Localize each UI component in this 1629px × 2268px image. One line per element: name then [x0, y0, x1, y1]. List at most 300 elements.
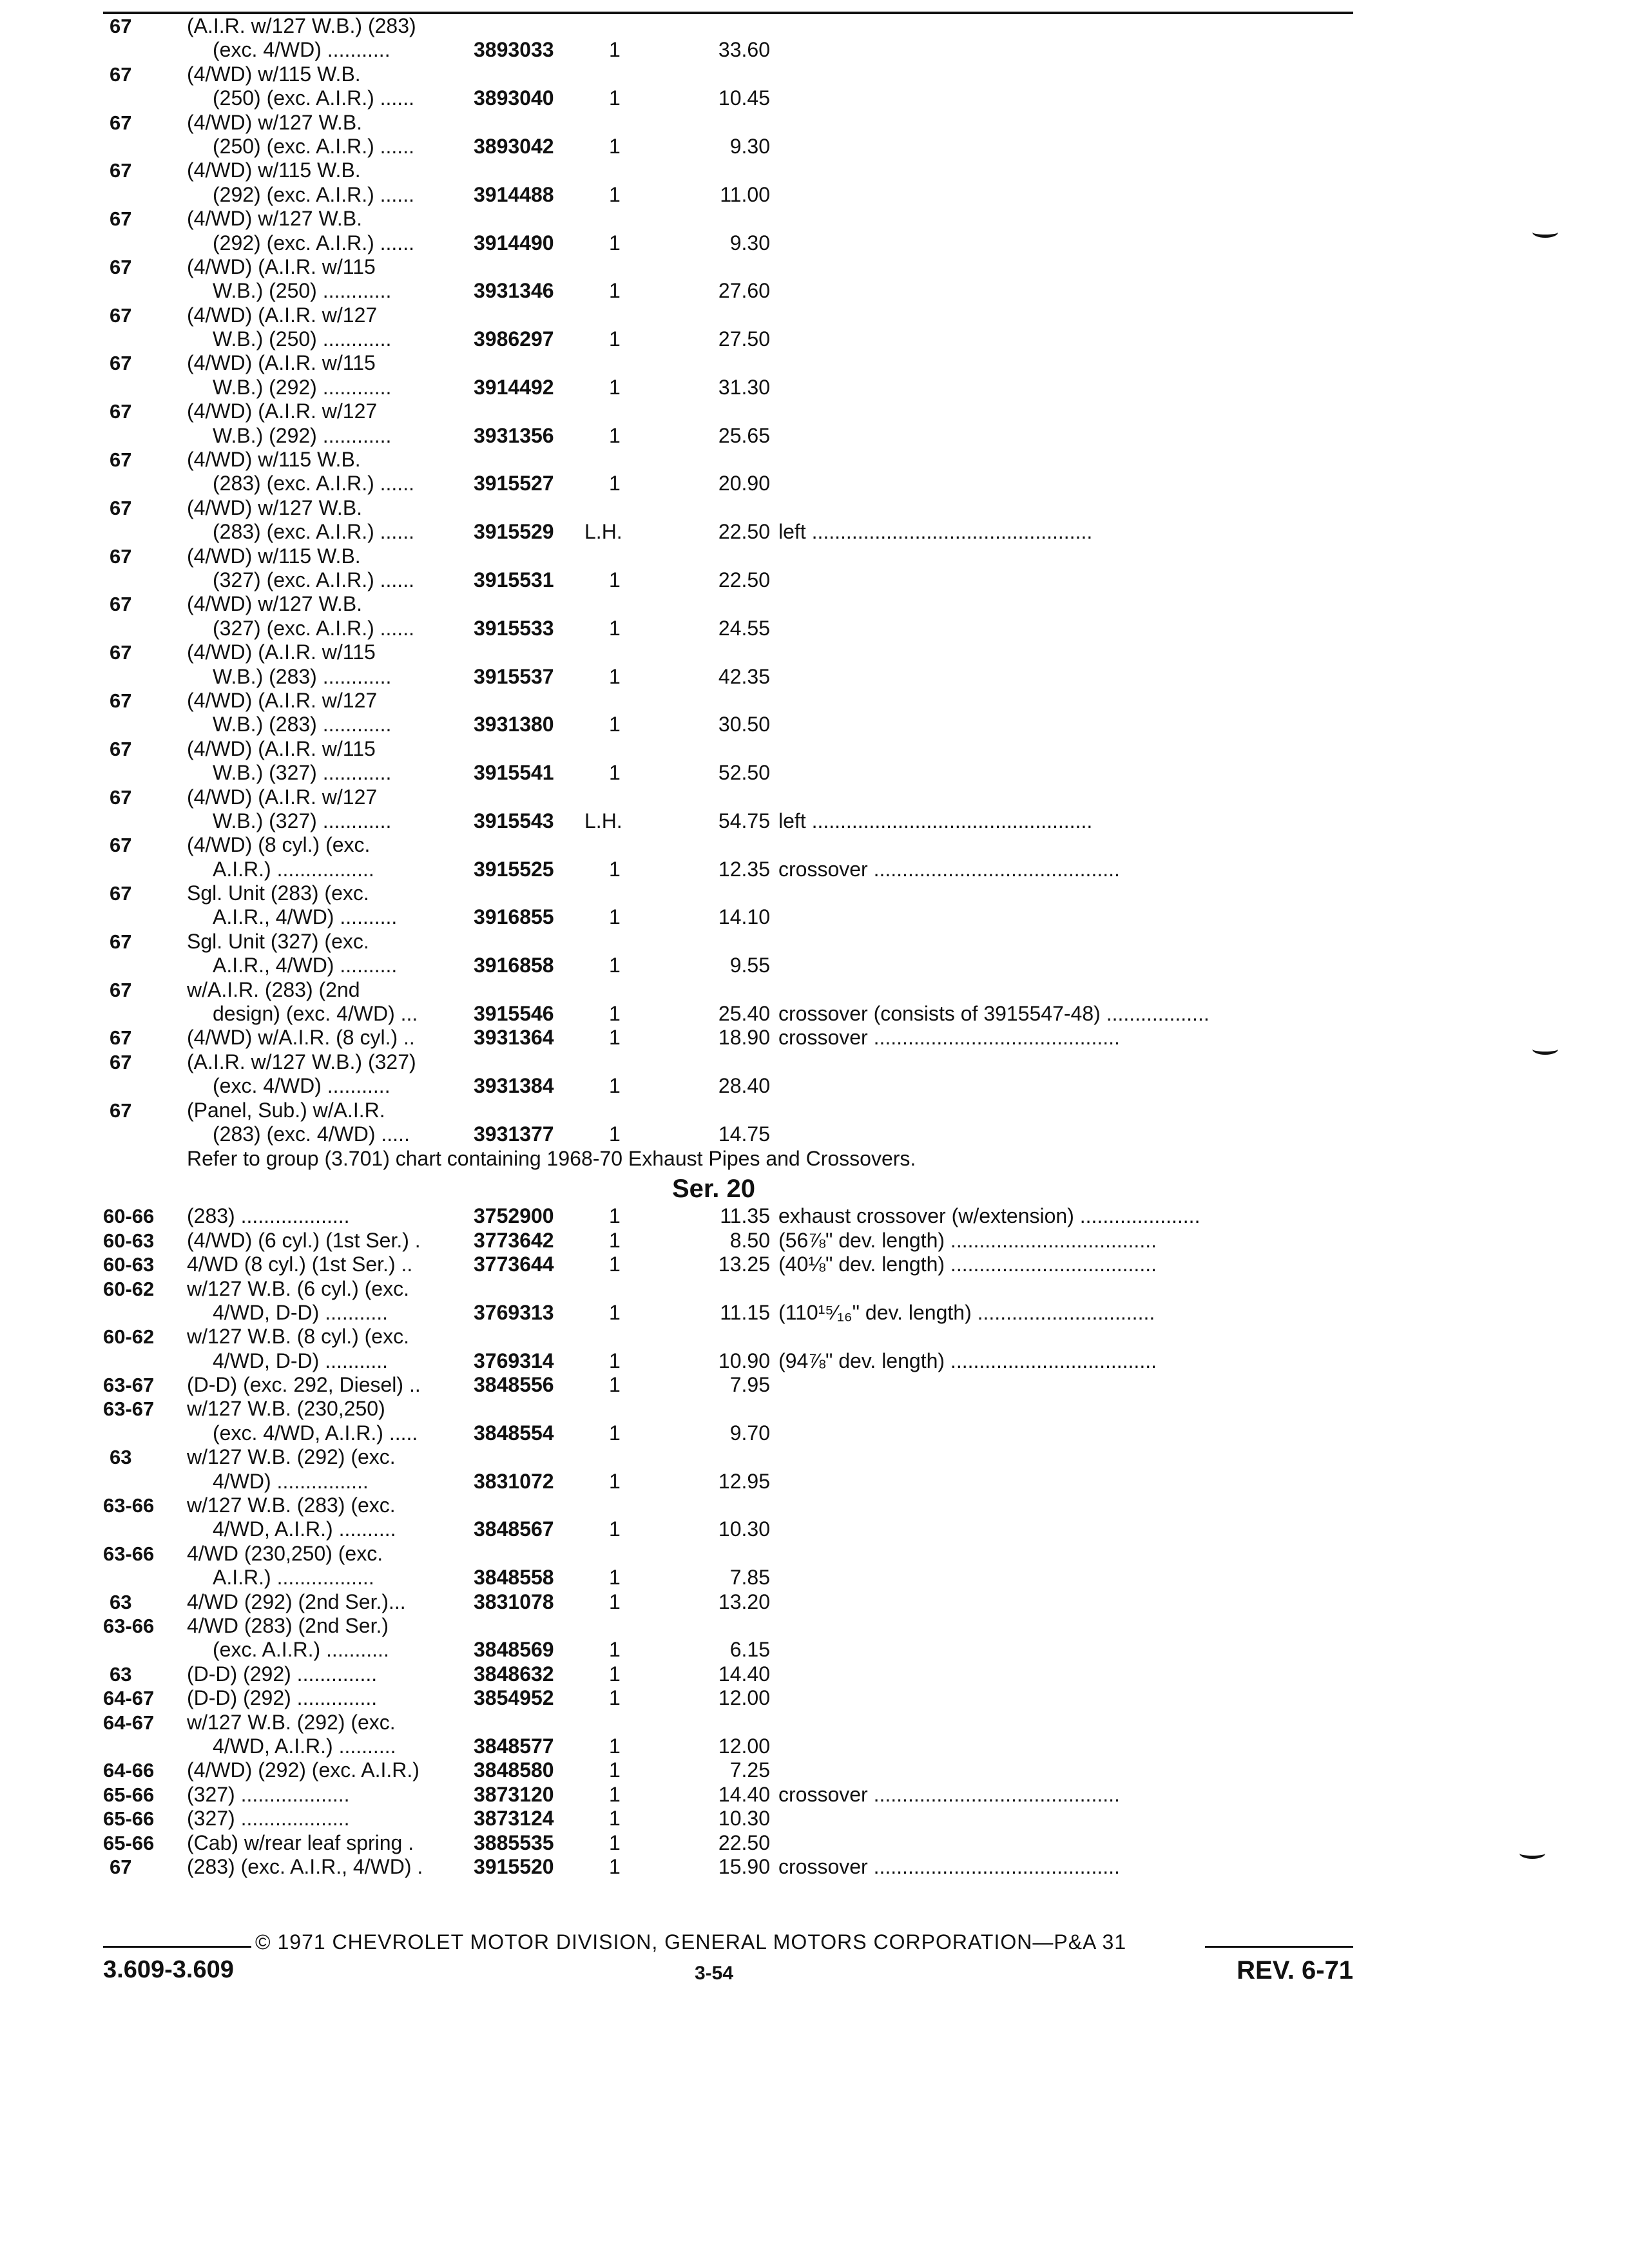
description: (exc. A.I.R.) ...........	[213, 1638, 389, 1662]
model-year: 60-62	[103, 1277, 155, 1300]
part-number: 3769313	[474, 1300, 554, 1324]
part-number: 3848580	[474, 1758, 554, 1782]
part-number: 3915546	[474, 1002, 554, 1026]
table-row	[103, 833, 1392, 857]
quantity: 1	[609, 1253, 621, 1276]
quantity: 1	[609, 1686, 621, 1710]
table-row	[103, 1325, 1392, 1349]
part-number: 3915543	[474, 809, 554, 832]
remark: left .................................................	[778, 809, 1093, 832]
part-number: 3916858	[474, 954, 554, 977]
table-row	[103, 1277, 1392, 1301]
quantity: 1	[609, 1590, 621, 1613]
revision-label: REV. 6-71	[1237, 1956, 1353, 1984]
model-year: 67	[110, 1050, 132, 1073]
description: (283) (exc. 4/WD) .....	[213, 1122, 410, 1146]
description: W.B.) (327) ............	[213, 809, 392, 832]
model-year: 63-66	[103, 1494, 155, 1517]
remark: crossover ...........................................	[778, 857, 1120, 881]
table-row	[103, 1831, 1392, 1855]
table-row	[103, 376, 1392, 399]
price: 9.55	[729, 954, 770, 977]
price: 14.10	[718, 905, 770, 929]
model-year: 67	[110, 448, 132, 472]
price: 13.20	[718, 1590, 770, 1613]
table-row	[103, 689, 1392, 713]
model-year: 67	[110, 544, 132, 568]
quantity: 1	[609, 38, 621, 62]
price: 9.30	[729, 231, 770, 255]
model-year: 63	[110, 1446, 132, 1469]
description: (250) (exc. A.I.R.) ......	[213, 86, 414, 110]
quantity: 1	[609, 1758, 621, 1782]
table-row	[103, 592, 1392, 616]
quantity: 1	[609, 616, 621, 640]
quantity: 1	[609, 1854, 621, 1878]
model-year: 63-67	[103, 1374, 155, 1397]
table-row	[103, 38, 1392, 62]
quantity: 1	[609, 1122, 621, 1146]
table-row	[103, 978, 1392, 1002]
description: (4/WD) w/127 W.B.	[187, 207, 363, 231]
table-row	[103, 1099, 1392, 1122]
table-row	[103, 930, 1392, 954]
table-row	[103, 881, 1392, 905]
part-number: 3914490	[474, 231, 554, 255]
model-year: 67	[110, 496, 132, 519]
price: 15.90	[718, 1854, 770, 1878]
catalog-block-2	[103, 1204, 1392, 1879]
description: (327) ...................	[187, 1807, 350, 1831]
quantity: 1	[609, 1662, 621, 1686]
quantity: 1	[609, 1638, 621, 1662]
footer-info-line	[103, 1955, 1353, 1987]
quantity: 1	[609, 1807, 621, 1831]
model-year: 67	[110, 1026, 132, 1050]
table-row	[103, 1735, 1392, 1758]
price: 14.75	[718, 1122, 770, 1146]
description: (4/WD) w/115 W.B.	[187, 448, 361, 472]
model-year: 67	[110, 737, 132, 760]
price: 14.40	[718, 1662, 770, 1686]
description: (4/WD) w/127 W.B.	[187, 110, 363, 134]
table-row	[103, 1566, 1392, 1590]
price: 30.50	[718, 713, 770, 736]
quantity: 1	[609, 182, 621, 206]
part-number: 3915537	[474, 664, 554, 688]
description: 4/WD, A.I.R.) ..........	[213, 1517, 396, 1541]
price: 24.55	[718, 616, 770, 640]
price: 10.45	[718, 86, 770, 110]
margin-mark	[1532, 227, 1558, 238]
model-year: 67	[110, 111, 132, 134]
margin-mark	[1519, 1848, 1545, 1859]
table-row	[103, 279, 1392, 303]
part-number: 3931364	[474, 1026, 554, 1050]
quantity: 1	[609, 327, 621, 351]
quantity: 1	[609, 1002, 621, 1026]
description: (A.I.R. w/127 W.B.) (283)	[187, 14, 416, 37]
description: (4/WD) (A.I.R. w/115	[187, 736, 376, 760]
quantity: 1	[609, 568, 621, 591]
price: 12.00	[718, 1734, 770, 1758]
model-year: 63-66	[103, 1542, 155, 1565]
model-year: 65-66	[103, 1831, 155, 1854]
table-row	[103, 496, 1392, 520]
table-row	[103, 399, 1392, 423]
description: (4/WD) w/127 W.B.	[187, 495, 363, 519]
remark: exhaust crossover (w/extension) .....................	[778, 1204, 1200, 1228]
description: W.B.) (283) ............	[213, 664, 392, 688]
table-row	[103, 1002, 1392, 1026]
model-year: 67	[110, 641, 132, 664]
table-row	[103, 568, 1392, 592]
description: w/127 W.B. (8 cyl.) (exc.	[187, 1325, 409, 1349]
table-row	[103, 1758, 1392, 1782]
model-year: 64-67	[103, 1687, 155, 1710]
description: (283) (exc. A.I.R.) ......	[213, 472, 414, 495]
quantity: 1	[609, 86, 621, 110]
description: (283) (exc. A.I.R.) ......	[213, 520, 414, 544]
price: 9.30	[729, 134, 770, 158]
description: (327) (exc. A.I.R.) ......	[213, 568, 414, 591]
section-heading	[103, 1171, 1392, 1204]
price: 7.25	[729, 1758, 770, 1782]
price: 54.75	[718, 809, 770, 832]
description: 4/WD (292) (2nd Ser.)...	[187, 1590, 406, 1613]
description: (4/WD) (292) (exc. A.I.R.)	[187, 1758, 419, 1782]
description: (Cab) w/rear leaf spring .	[187, 1831, 414, 1854]
model-year: 63-66	[103, 1615, 155, 1637]
description: design) (exc. 4/WD) ...	[213, 1002, 418, 1026]
remark: (56⅞" dev. length) ....................................	[778, 1228, 1157, 1252]
model-year: 67	[110, 978, 132, 1001]
quantity: 1	[609, 423, 621, 447]
table-row	[103, 520, 1392, 544]
quantity: 1	[609, 1831, 621, 1854]
part-number: 3893042	[474, 134, 554, 158]
description: 4/WD, D-D) ...........	[213, 1349, 388, 1372]
table-row	[103, 303, 1392, 327]
price: 22.50	[718, 568, 770, 591]
page-footer	[103, 1927, 1353, 1987]
part-number: 3831078	[474, 1590, 554, 1613]
table-row	[103, 713, 1392, 736]
description: w/A.I.R. (283) (2nd	[187, 977, 360, 1001]
part-number: 3931377	[474, 1122, 554, 1146]
quantity: 1	[609, 1734, 621, 1758]
table-row	[103, 1074, 1392, 1098]
part-number: 3769314	[474, 1349, 554, 1372]
part-number: 3773642	[474, 1228, 554, 1252]
catalog-block-1	[103, 14, 1392, 1146]
model-year: 65-66	[103, 1807, 155, 1831]
part-number: 3848632	[474, 1662, 554, 1686]
description: W.B.) (292) ............	[213, 423, 392, 447]
quantity: 1	[609, 664, 621, 688]
price: 10.30	[718, 1517, 770, 1541]
part-number: 3885535	[474, 1831, 554, 1854]
part-number: 3931380	[474, 713, 554, 736]
table-row	[103, 617, 1392, 640]
quantity: L.H.	[584, 520, 622, 544]
model-year: 67	[110, 785, 132, 809]
model-year: 64-67	[103, 1711, 155, 1734]
quantity: 1	[609, 1782, 621, 1806]
description: w/127 W.B. (230,250)	[187, 1397, 385, 1421]
table-row	[103, 1783, 1392, 1807]
description: W.B.) (250) ............	[213, 279, 392, 303]
remark: crossover ...........................................	[778, 1026, 1120, 1050]
description: (D-D) (exc. 292, Diesel) ..	[187, 1373, 421, 1397]
quantity: 1	[609, 1074, 621, 1098]
description: 4/WD (283) (2nd Ser.)	[187, 1614, 389, 1637]
description: A.I.R., 4/WD) ..........	[213, 954, 398, 977]
model-year: 63	[110, 1590, 132, 1613]
price: 13.25	[718, 1253, 770, 1276]
remark: crossover ...........................................	[778, 1782, 1120, 1806]
table-row	[103, 761, 1392, 785]
table-row	[103, 785, 1392, 809]
description: (4/WD) (A.I.R. w/127	[187, 399, 378, 423]
description: w/127 W.B. (292) (exc.	[187, 1445, 396, 1469]
quantity: 1	[609, 1204, 621, 1228]
table-row	[103, 14, 1392, 38]
description: (283) (exc. A.I.R., 4/WD) .	[187, 1854, 423, 1878]
description: 4/WD (8 cyl.) (1st Ser.) ..	[187, 1253, 413, 1276]
price: 11.00	[720, 182, 770, 206]
quantity: 1	[609, 713, 621, 736]
part-number: 3773644	[474, 1253, 554, 1276]
price: 22.50	[718, 1831, 770, 1854]
description: (250) (exc. A.I.R.) ......	[213, 134, 414, 158]
table-row	[103, 472, 1392, 495]
part-number: 3848554	[474, 1421, 554, 1445]
table-row	[103, 640, 1392, 664]
footer-rule-left	[103, 1946, 251, 1948]
model-year: 60-63	[103, 1253, 155, 1276]
table-row	[103, 809, 1392, 833]
description: (A.I.R. w/127 W.B.) (327)	[187, 1050, 416, 1073]
model-year: 67	[110, 689, 132, 712]
table-row	[103, 1445, 1392, 1469]
model-year: 60-62	[103, 1325, 155, 1349]
price: 10.90	[718, 1349, 770, 1372]
part-number: 3915541	[474, 761, 554, 785]
description: 4/WD, D-D) ...........	[213, 1300, 388, 1324]
description: 4/WD (230,250) (exc.	[187, 1541, 383, 1565]
quantity: 1	[609, 1300, 621, 1324]
remark: (94⅞" dev. length) ....................................	[778, 1349, 1157, 1372]
price: 10.30	[718, 1807, 770, 1831]
table-row	[103, 1301, 1392, 1325]
price: 8.50	[729, 1228, 770, 1252]
part-number: 3848569	[474, 1638, 554, 1662]
quantity: 1	[609, 954, 621, 977]
table-row	[103, 62, 1392, 86]
description: (4/WD) w/115 W.B.	[187, 159, 361, 182]
part-number: 3848556	[474, 1373, 554, 1397]
description: w/127 W.B. (6 cyl.) (exc.	[187, 1276, 409, 1300]
table-row	[103, 1470, 1392, 1494]
description: (4/WD) (A.I.R. w/115	[187, 255, 376, 278]
price: 20.90	[718, 472, 770, 495]
description: (exc. 4/WD) ...........	[213, 1074, 390, 1098]
table-row	[103, 1229, 1392, 1253]
description: (4/WD) (A.I.R. w/127	[187, 785, 378, 809]
model-year: 67	[110, 593, 132, 616]
price: 28.40	[718, 1074, 770, 1098]
reference-note-text: Refer to group (3.701) chart containing 1968-70 Exhaust Pipes and Crossovers.	[187, 1147, 916, 1171]
table-row	[103, 905, 1392, 929]
remark: (40⅛" dev. length) ....................................	[778, 1253, 1157, 1276]
table-row	[103, 1204, 1392, 1228]
price: 42.35	[718, 664, 770, 688]
description: w/127 W.B. (292) (exc.	[187, 1710, 396, 1734]
description: (D-D) (292) ..............	[187, 1686, 378, 1710]
remark: (110¹⁵⁄₁₆" dev. length) ...............................	[778, 1300, 1155, 1324]
description: 4/WD, A.I.R.) ..........	[213, 1734, 396, 1758]
quantity: 1	[609, 279, 621, 303]
part-number: 3915533	[474, 616, 554, 640]
price: 31.30	[718, 375, 770, 399]
description: (292) (exc. A.I.R.) ......	[213, 182, 414, 206]
section-heading-text: Ser. 20	[672, 1175, 756, 1204]
model-year: 67	[110, 207, 132, 231]
part-number: 3931346	[474, 279, 554, 303]
model-year: 67	[110, 159, 132, 182]
part-number: 3873124	[474, 1807, 554, 1831]
part-number: 3915527	[474, 472, 554, 495]
quantity: 1	[609, 1421, 621, 1445]
price: 12.35	[718, 857, 770, 881]
price: 12.00	[718, 1686, 770, 1710]
description: W.B.) (327) ............	[213, 761, 392, 785]
table-row	[103, 1122, 1392, 1146]
table-row	[103, 159, 1392, 182]
table-row	[103, 255, 1392, 279]
table-row	[103, 1711, 1392, 1735]
table-row	[103, 351, 1392, 375]
description: (292) (exc. A.I.R.) ......	[213, 231, 414, 255]
description: w/127 W.B. (283) (exc.	[187, 1494, 396, 1517]
part-number: 3915525	[474, 857, 554, 881]
description: (4/WD) w/A.I.R. (8 cyl.) ..	[187, 1026, 415, 1050]
table-row	[103, 1494, 1392, 1517]
description: A.I.R.) .................	[213, 857, 374, 881]
footer-copyright-line	[103, 1927, 1353, 1955]
price: 27.60	[718, 279, 770, 303]
quantity: L.H.	[584, 809, 622, 832]
table-row	[103, 86, 1392, 110]
margin-mark	[1532, 1044, 1558, 1055]
description: W.B.) (250) ............	[213, 327, 392, 351]
table-row	[103, 1638, 1392, 1662]
price: 12.95	[718, 1469, 770, 1493]
quantity: 1	[609, 134, 621, 158]
description: (D-D) (292) ..............	[187, 1662, 378, 1686]
table-row	[103, 665, 1392, 689]
model-year: 64-66	[103, 1759, 155, 1782]
price: 11.35	[720, 1204, 770, 1228]
price: 33.60	[718, 38, 770, 62]
part-number: 3752900	[474, 1204, 554, 1228]
table-row	[103, 544, 1392, 568]
model-year: 67	[110, 882, 132, 905]
description: (4/WD) (6 cyl.) (1st Ser.) .	[187, 1228, 421, 1252]
price: 11.15	[720, 1300, 770, 1324]
description: (4/WD) (A.I.R. w/127	[187, 688, 378, 712]
table-row	[103, 1050, 1392, 1074]
quantity: 1	[609, 1373, 621, 1397]
part-number: 3916855	[474, 905, 554, 929]
remark: crossover ...........................................	[778, 1854, 1120, 1878]
remark: left .................................................	[778, 520, 1093, 544]
part-number: 3986297	[474, 327, 554, 351]
section-number: 3.609-3.609	[103, 1956, 234, 1983]
table-row	[103, 1517, 1392, 1541]
price: 18.90	[718, 1026, 770, 1050]
model-year: 63	[110, 1662, 132, 1686]
description: (4/WD) w/115 W.B.	[187, 62, 361, 86]
description: (4/WD) (A.I.R. w/115	[187, 351, 376, 375]
quantity: 1	[609, 1026, 621, 1050]
model-year: 65-66	[103, 1783, 155, 1806]
part-number: 3915531	[474, 568, 554, 591]
description: (4/WD) (8 cyl.) (exc.	[187, 833, 371, 857]
description: (4/WD) w/127 W.B.	[187, 592, 363, 616]
model-year: 67	[110, 834, 132, 857]
quantity: 1	[609, 1469, 621, 1493]
description: W.B.) (283) ............	[213, 713, 392, 736]
description: (Panel, Sub.) w/A.I.R.	[187, 1098, 385, 1122]
model-year: 67	[110, 1855, 132, 1878]
footer-rule-right	[1205, 1946, 1353, 1948]
quantity: 1	[609, 231, 621, 255]
table-row	[103, 1026, 1392, 1050]
price: 14.40	[718, 1782, 770, 1806]
part-number: 3848567	[474, 1517, 554, 1541]
model-year: 60-63	[103, 1229, 155, 1252]
part-number: 3915520	[474, 1854, 554, 1878]
model-year: 67	[110, 352, 132, 375]
price: 7.95	[729, 1373, 770, 1397]
table-row	[103, 1397, 1392, 1421]
reference-note	[103, 1146, 1392, 1171]
table-row	[103, 1855, 1392, 1879]
model-year: 67	[110, 303, 132, 327]
part-number: 3848577	[474, 1734, 554, 1758]
description: 4/WD) ................	[213, 1469, 369, 1493]
model-year: 67	[110, 62, 132, 86]
price: 52.50	[718, 761, 770, 785]
table-row	[103, 858, 1392, 881]
table-row	[103, 111, 1392, 135]
part-number: 3915529	[474, 520, 554, 544]
part-number: 3914488	[474, 182, 554, 206]
table-row	[103, 327, 1392, 351]
quantity: 1	[609, 1228, 621, 1252]
description: W.B.) (292) ............	[213, 375, 392, 399]
model-year: 67	[110, 1099, 132, 1122]
table-row	[103, 1421, 1392, 1445]
model-year: 67	[110, 400, 132, 423]
description: (4/WD) w/115 W.B.	[187, 544, 361, 568]
table-row	[103, 231, 1392, 255]
table-row	[103, 424, 1392, 448]
part-number: 3931356	[474, 423, 554, 447]
table-row	[103, 1614, 1392, 1638]
